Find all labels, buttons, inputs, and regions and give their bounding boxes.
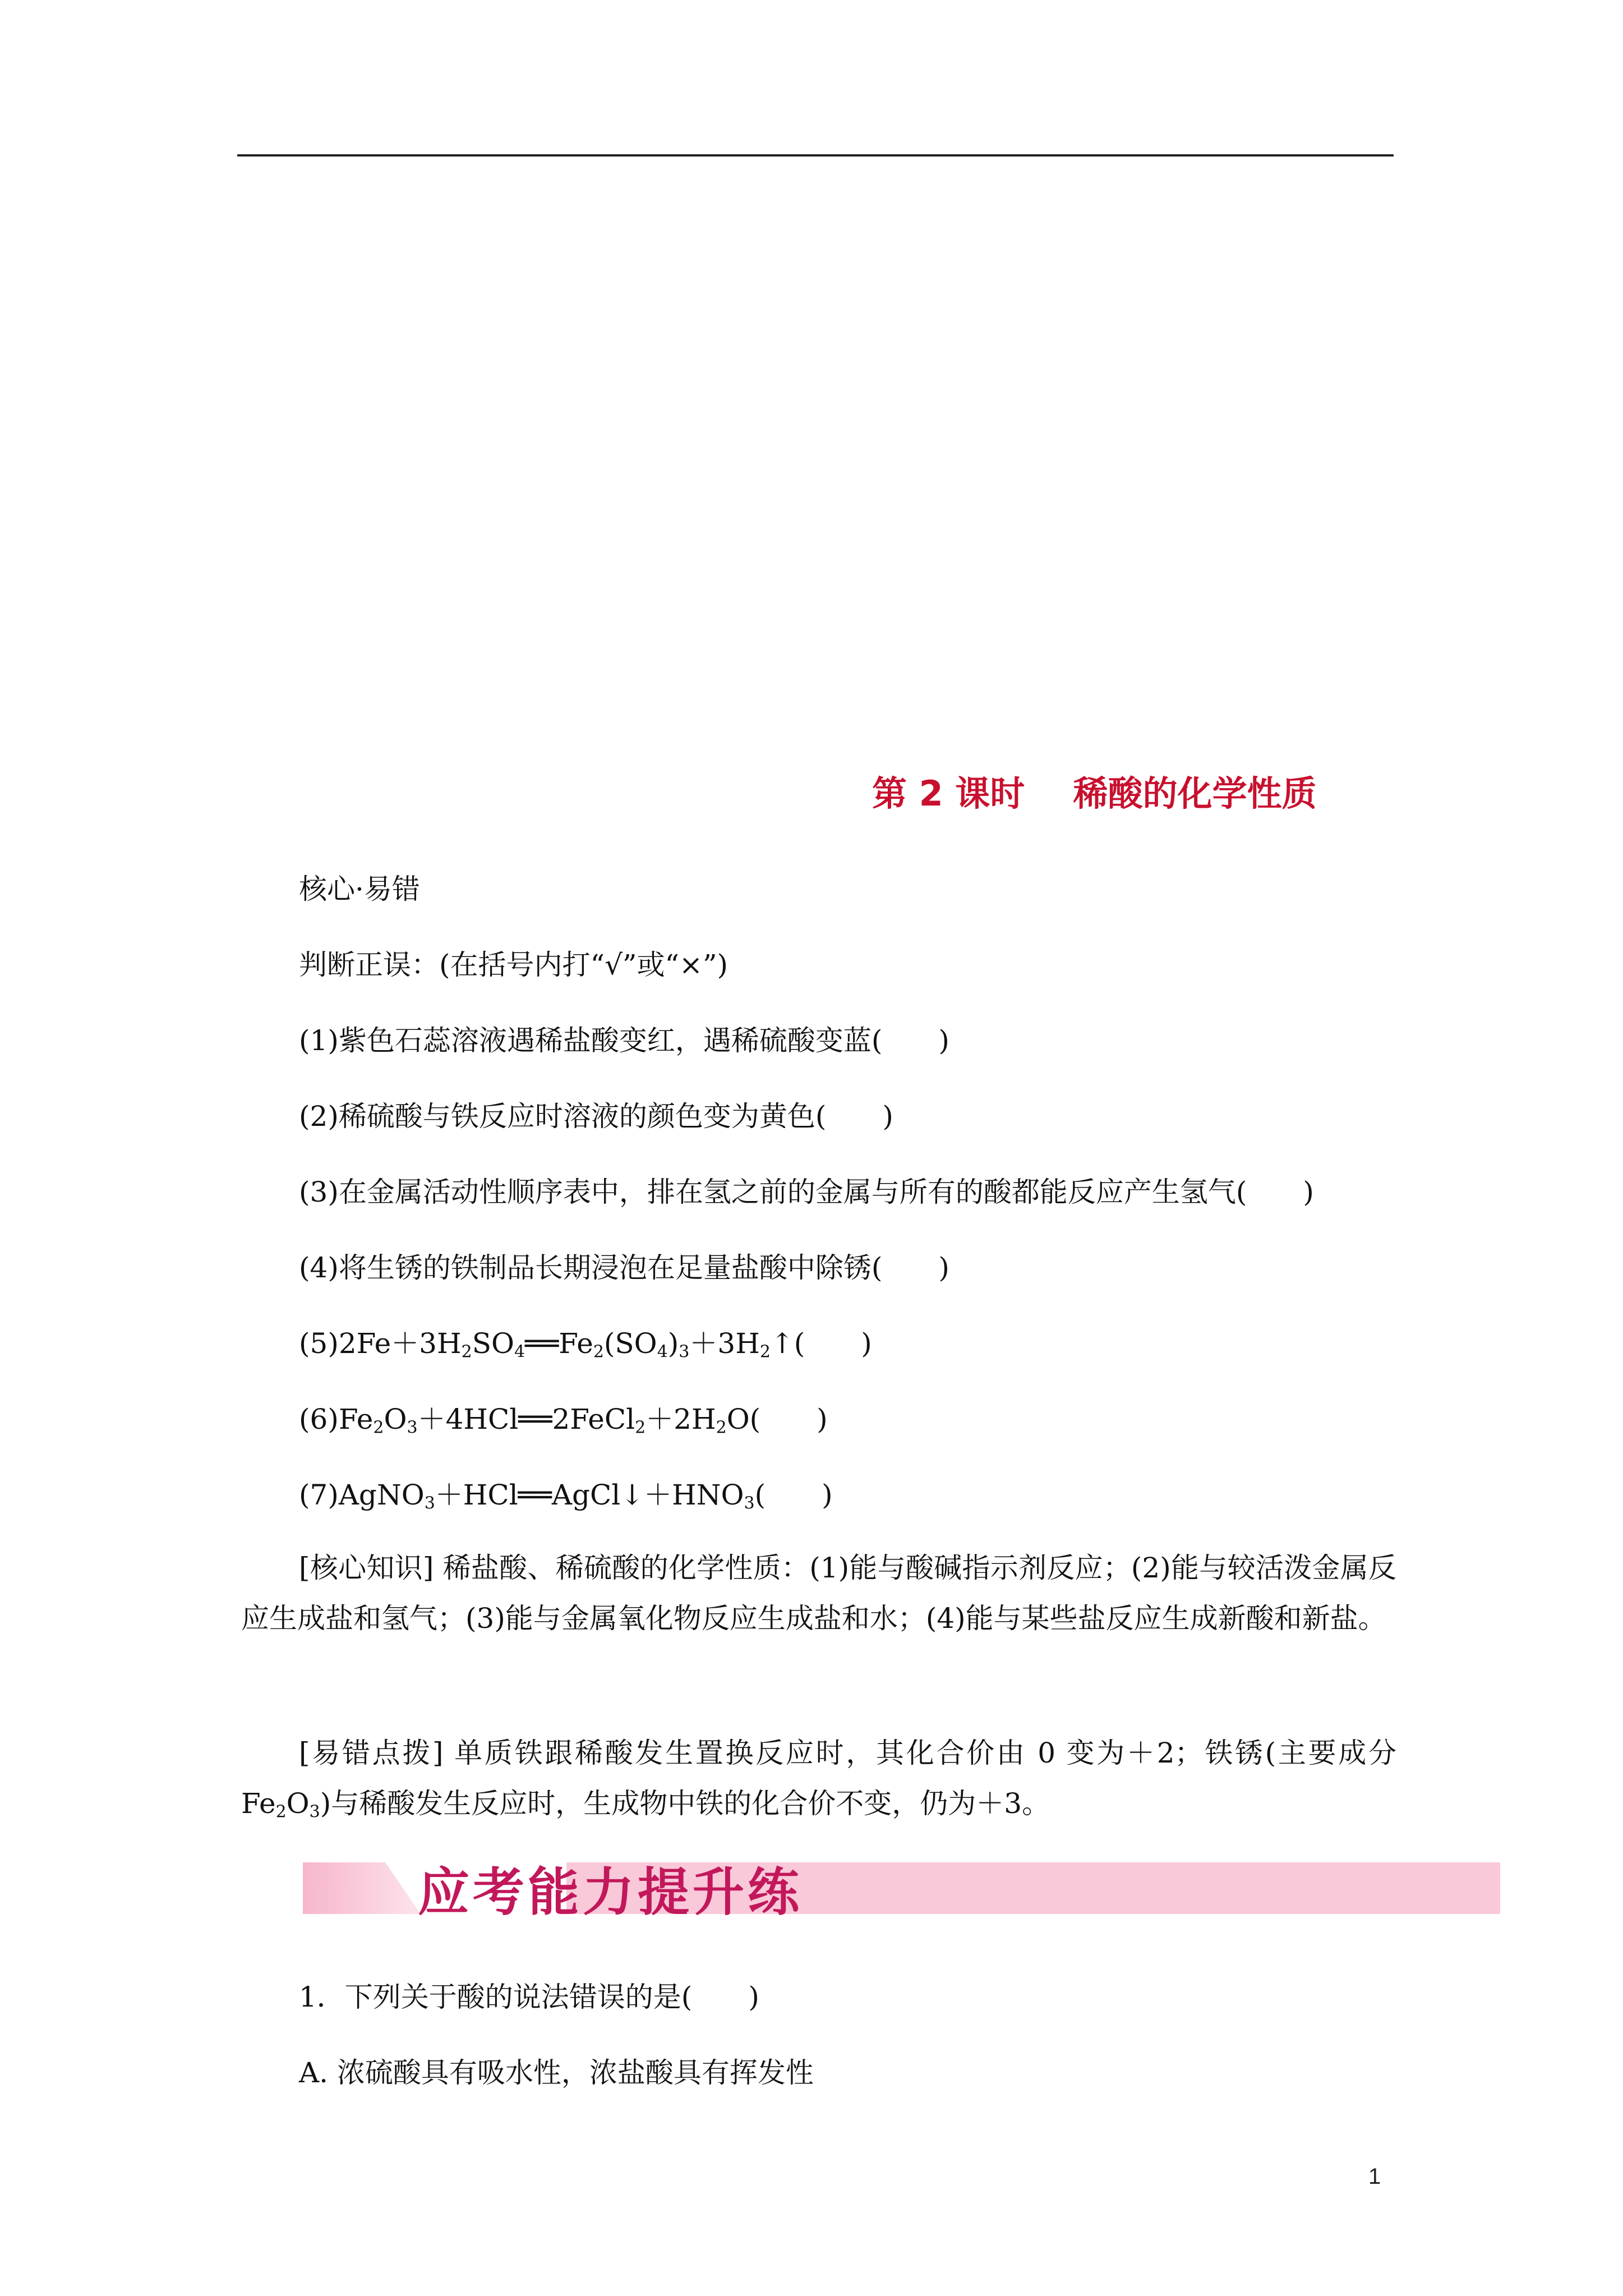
option-a: A. 浓硫酸具有吸水性，浓盐酸具有挥发性 (299, 2056, 814, 2089)
lesson-title: 第 2 课时 稀酸的化学性质 (872, 773, 1317, 814)
error-tip: [易错点拨] 单质铁跟稀酸发生置换反应时，其化合价由 0 变为＋2；铁锈(主要成分 $Fe_2O_3$)与稀酸发生反应时，生成物中铁的化合价不变，仍为＋3。 (241, 1737, 1396, 1822)
statement-4: (4)将生锈的铁制品长期浸泡在足量盐酸中除锈( ) (299, 1251, 949, 1284)
question-1: 1．下列关于酸的说法错误的是( ) (299, 1981, 759, 2013)
equation-5: $(5)2Fe+3H_2SO_4══Fe_2(SO_4)_3+3H_2↑$( ) (299, 1327, 872, 1362)
statement-1: (1)紫色石蕊溶液遇稀盐酸变红，遇稀硫酸变蓝( ) (299, 1024, 949, 1057)
banner-tab (303, 1862, 421, 1914)
banner-title: 应考能力提升练 (418, 1862, 803, 1922)
page-number: 1 (1368, 2164, 1381, 2189)
equation-6: $(6)Fe_2O_3+4HCl══2FeCl_2+2H_2O$( ) (299, 1403, 828, 1438)
instruction: 判断正误：(在括号内打“√”或“×”) (299, 949, 728, 981)
statement-3: (3)在金属活动性顺序表中，排在氢之前的金属与所有的酸都能反应产生氢气( ) (299, 1176, 1314, 1208)
core-knowledge: [核心知识] 稀盐酸、稀硫酸的化学性质：(1)能与酸碱指示剂反应；(2)能与较活泼金属反应生成盐和氢气；(3)能与金属氧化物反应生成盐和水；(4)能与某些盐反应生成新酸和新盐。 (241, 1552, 1396, 1635)
header-rule (237, 154, 1394, 157)
statement-2: (2)稀硫酸与铁反应时溶液的颜色变为黄色( ) (299, 1100, 893, 1133)
section-label: 核心·易错 (299, 873, 420, 905)
equation-7: $(7)AgNO_3+HCl══AgCl↓+HNO_3$( ) (299, 1479, 833, 1513)
